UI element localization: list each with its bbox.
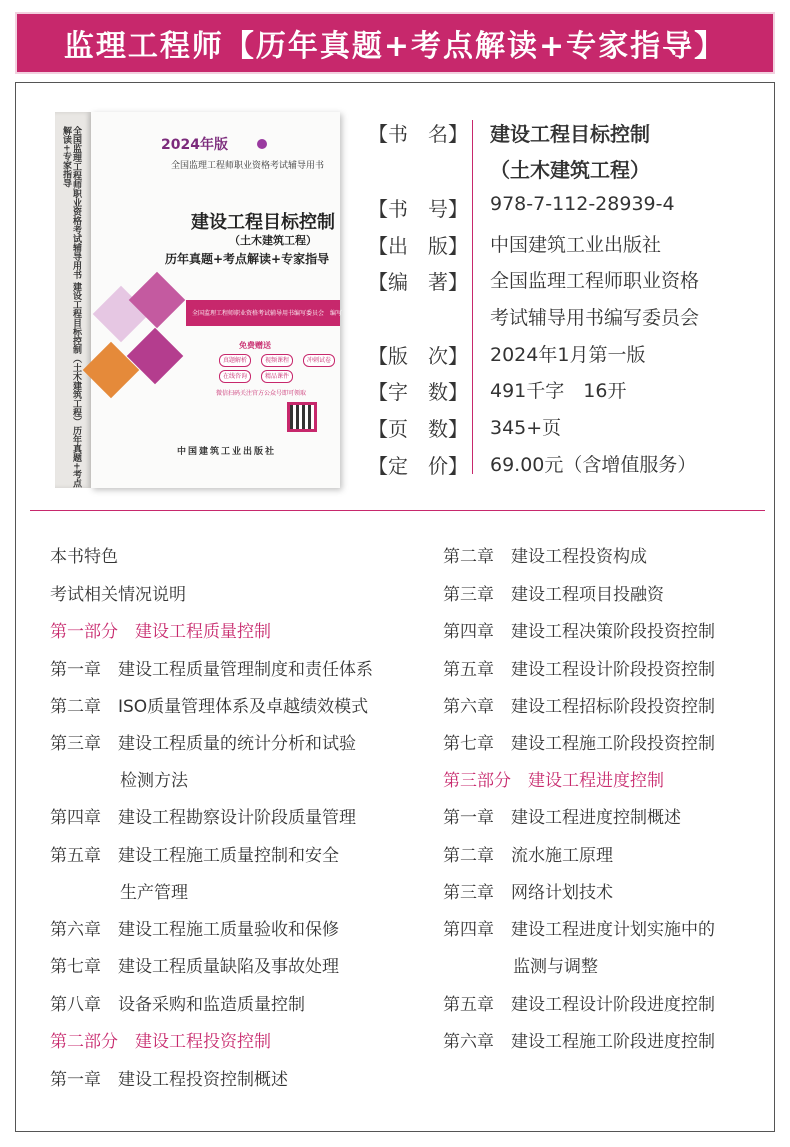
info-value-edition: 2024年1月第一版 (490, 344, 646, 366)
toc-item: 本书特色 (50, 547, 118, 567)
gift-tag: 在线咨询 (219, 370, 251, 383)
toc-item: 第六章 建设工程招标阶段投资控制 (443, 697, 715, 717)
info-value-words: 491千字 16开 (490, 380, 627, 402)
band-text: 全国监理工程师职业资格考试辅导用书编写委员会 编写 (192, 310, 343, 317)
info-label-pages: 【页 数】 (368, 417, 468, 441)
toc-item: 考试相关情况说明 (50, 585, 186, 605)
banner-title: 监理工程师【历年真题+考点解读+专家指导】 (63, 29, 727, 64)
toc-item: 生产管理 (120, 883, 188, 903)
toc-item: 第七章 建设工程施工阶段投资控制 (443, 734, 715, 754)
info-label-publisher: 【出 版】 (368, 234, 468, 258)
toc-item: 第二章 建设工程投资构成 (443, 547, 647, 567)
toc-part: 第三部分 建设工程进度控制 (443, 771, 664, 791)
info-value-author-2: 考试辅导用书编写委员会 (490, 307, 700, 329)
info-value-author: 全国监理工程师职业资格 (490, 270, 700, 292)
toc-item: 第三章 建设工程项目投融资 (443, 585, 664, 605)
info-value-title-sub: （土木建筑工程） (490, 158, 650, 182)
book-cover (55, 112, 343, 488)
toc-item: 第六章 建设工程施工质量验收和保修 (50, 920, 339, 940)
qr-code-icon (287, 402, 317, 432)
toc-item: 第二章 ISO质量管理体系及卓越绩效模式 (50, 697, 369, 717)
info-label-title: 【书 名】 (368, 122, 468, 146)
edition-dot (257, 139, 267, 149)
info-label-author: 【编 著】 (368, 270, 468, 294)
cube-graphic (91, 272, 211, 392)
spine-title: 全国监理工程师职业资格考试辅导用书 建设工程目标控制（土木建筑工程）历年真题+考点解读+专家指导 (61, 126, 81, 488)
info-value-pages: 345+页 (490, 417, 562, 439)
cover-title: 建设工程目标控制 (191, 212, 335, 233)
title-banner (15, 12, 775, 74)
author-band (186, 300, 343, 326)
toc-item: 第五章 建设工程设计阶段投资控制 (443, 660, 715, 680)
toc-item: 第八章 设备采购和监造质量控制 (50, 995, 305, 1015)
section-divider (30, 510, 765, 511)
gift-tag: 真题解析 (219, 354, 251, 367)
cover-series: 全国监理工程师职业资格考试辅导用书 (171, 161, 325, 171)
info-label-isbn: 【书 号】 (368, 197, 468, 221)
cover-edition: 2024年版 (161, 137, 228, 153)
toc-item: 第七章 建设工程质量缺陷及事故处理 (50, 957, 339, 977)
gift-tag: 视频课程 (261, 354, 293, 367)
book-front (91, 112, 343, 488)
info-label-words: 【字 数】 (368, 380, 468, 404)
info-value-price: 69.00元（含增值服务） (490, 454, 697, 476)
cover-tagline: 历年真题+考点解读+专家指导 (165, 252, 330, 266)
toc-item: 第五章 建设工程施工质量控制和安全 (50, 846, 339, 866)
info-value-publisher: 中国建筑工业出版社 (490, 234, 662, 256)
toc-item: 第三章 建设工程质量的统计分析和试验 (50, 734, 356, 754)
toc-item: 第四章 建设工程决策阶段投资控制 (443, 622, 715, 642)
toc-item: 第二章 流水施工原理 (443, 846, 613, 866)
wechat-note: 微信扫码关注官方公众号即可领取 (216, 390, 307, 397)
info-label-edition: 【版 次】 (368, 344, 468, 368)
toc-part: 第一部分 建设工程质量控制 (50, 622, 271, 642)
gift-tag: 冲刺试卷 (303, 354, 335, 367)
cover-subtitle: （土木建筑工程） (229, 234, 317, 247)
toc-part: 第二部分 建设工程投资控制 (50, 1032, 271, 1052)
toc-item: 第一章 建设工程投资控制概述 (50, 1070, 288, 1090)
toc-item: 第三章 网络计划技术 (443, 883, 613, 903)
cover-publisher: 中国建筑工业出版社 (177, 447, 277, 457)
info-value-title: 建设工程目标控制 (490, 122, 650, 146)
info-label-price: 【定 价】 (368, 454, 468, 478)
toc-item: 第一章 建设工程进度控制概述 (443, 808, 681, 828)
toc-item: 第四章 建设工程勘察设计阶段质量管理 (50, 808, 356, 828)
toc-item: 第六章 建设工程施工阶段进度控制 (443, 1032, 715, 1052)
gift-title: 免费赠送 (239, 341, 271, 350)
toc-item: 第一章 建设工程质量管理制度和责任体系 (50, 660, 373, 680)
info-value-isbn: 978-7-112-28939-4 (490, 193, 675, 215)
info-separator (472, 120, 473, 474)
toc-item: 第四章 建设工程进度计划实施中的 (443, 920, 715, 940)
book-spine (55, 112, 91, 488)
toc-item: 第五章 建设工程设计阶段进度控制 (443, 995, 715, 1015)
toc-item: 监测与调整 (513, 957, 598, 977)
cube-shape (127, 328, 184, 385)
toc-item: 检测方法 (120, 771, 188, 791)
gift-tag: 精品课件 (261, 370, 293, 383)
